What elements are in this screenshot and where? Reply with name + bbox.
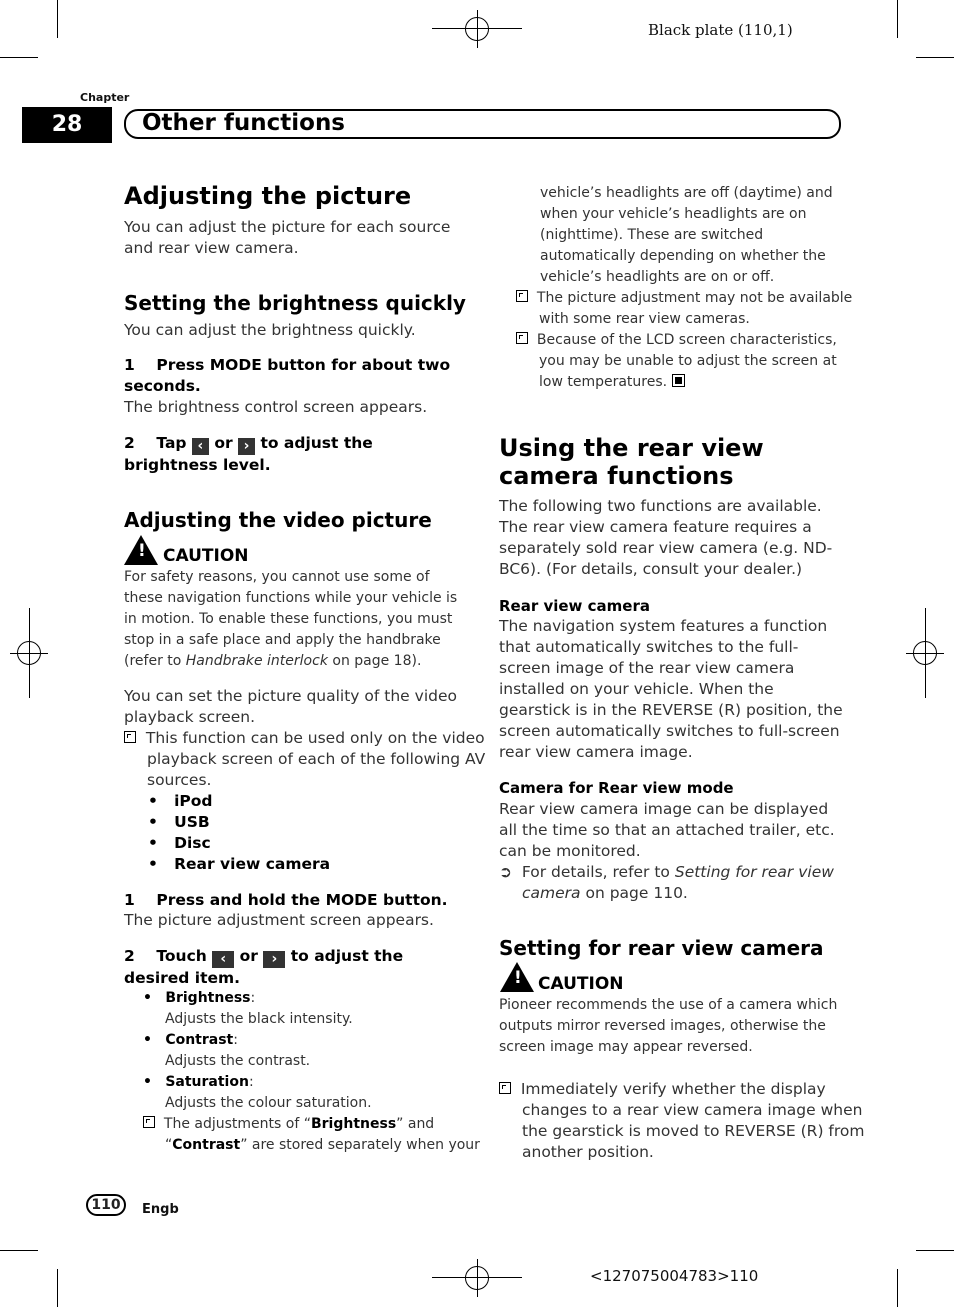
brightness-step-1-result: The brightness control screen appears.	[124, 398, 428, 416]
intro-text: You can adjust the picture for each source and rear view camera.	[124, 218, 451, 257]
setting-link[interactable]: Setting for rear view camera	[522, 863, 834, 902]
setting-heading: Setting for rear view camera	[499, 936, 824, 960]
chevron-right-icon: ›	[263, 951, 285, 968]
caution-icon: !	[124, 535, 158, 565]
note-icon	[516, 290, 528, 302]
language-code: Engb	[142, 1202, 179, 1217]
rvc-heading: Rear view camera	[499, 597, 650, 615]
chapter-number: 28	[22, 107, 112, 143]
continued-text: vehicle’s headlights are off (daytime) and when your vehicle’s headlights are on (nighttime). These are switched automatically depending on whether the vehicle’s headlights are on or off.	[540, 185, 833, 285]
document-code: <127075004783>110	[590, 1267, 759, 1285]
crop-mark	[897, 0, 898, 38]
note-item: The picture adjustment may not be available with some rear view cameras.	[516, 288, 863, 330]
registration-mark	[17, 641, 41, 665]
chevron-left-icon: ‹	[192, 438, 209, 455]
brightness-step-1	[124, 355, 469, 397]
caution-label: CAUTION	[163, 546, 249, 566]
arrow-icon: ➲	[499, 863, 512, 881]
section-intro: The following two functions are available. The rear view camera feature requires a separately sold rear view camera (e.g. ND-BC6). (For details, consult your dealer.)	[499, 497, 833, 578]
video-heading: Adjusting the video picture	[124, 508, 432, 532]
caution-text: Pioneer recommends the use of a camera which outputs mirror reversed images, otherwise the screen image may appear reversed.	[499, 997, 838, 1055]
chevron-left-icon: ‹	[212, 951, 234, 968]
note-item: Immediately verify whether the display changes to a rear view camera image when the gearstick is moved to REVERSE (R) from another position.	[499, 1079, 867, 1163]
rvc-text: The navigation system features a function that automatically switches to the full-screen image of the rear view camera installed on your vehicle. When the gearstick is in the REVERSE (R) position, the screen automatically switches to full-screen rear view camera image.	[499, 617, 843, 761]
source-item: • iPod	[148, 792, 213, 810]
caution-icon: !	[500, 962, 534, 992]
crv-reference: ➲ For details, refer to Setting for rear view camera on page 110.	[499, 863, 834, 902]
handbrake-link[interactable]: Handbrake interlock	[185, 653, 328, 669]
end-mark-icon	[672, 374, 685, 387]
crop-mark	[57, 1269, 58, 1307]
video-note: This function can be used only on the video playback screen of each of the following AV sources.	[124, 728, 492, 791]
adjust-item-desc: Adjusts the colour saturation.	[165, 1095, 372, 1111]
video-step-1-result: The picture adjustment screen appears.	[124, 911, 434, 929]
adjust-item: • Saturation:	[143, 1074, 254, 1090]
registration-mark	[465, 17, 489, 41]
caution-label: CAUTION	[538, 974, 624, 994]
step-number: 1	[124, 356, 135, 374]
storage-note: The adjustments of “Brightness” and “Contrast” are stored separately when your	[143, 1114, 495, 1156]
crop-mark	[0, 57, 38, 58]
crop-mark	[916, 57, 954, 58]
video-step-1: 1 Press and hold the MODE button.	[124, 891, 448, 909]
crop-mark	[916, 1250, 954, 1251]
chapter-label: Chapter	[80, 91, 130, 104]
registration-mark	[913, 641, 937, 665]
brightness-intro: You can adjust the brightness quickly.	[124, 321, 416, 339]
note-icon	[499, 1082, 511, 1094]
video-step-2: 2 Touch ‹ or › to adjust the desired item.	[124, 947, 404, 987]
adjust-item: • Brightness:	[143, 990, 256, 1006]
registration-mark	[465, 1266, 489, 1290]
note-icon	[516, 332, 528, 344]
chevron-right-icon: ›	[238, 438, 255, 455]
crop-mark	[897, 1269, 898, 1307]
note-icon	[124, 731, 136, 743]
crv-heading: Camera for Rear view mode	[499, 779, 734, 797]
page-number: 110	[86, 1194, 126, 1216]
page-title: Adjusting the picture	[124, 182, 412, 210]
brightness-heading: Setting the brightness quickly	[124, 291, 466, 315]
plate-label: Black plate (110,1)	[648, 21, 793, 39]
note-icon	[143, 1116, 155, 1128]
adjust-item-desc: Adjusts the black intensity.	[165, 1011, 353, 1027]
caution-text: For safety reasons, you cannot use some of these navigation functions while your vehicle is in motion. To enable these functions, you must stop in a safe place and apply the handbrake (refer to Handbrake interlock on page 18).	[124, 569, 458, 669]
section-title: Using the rear view camera functions	[499, 434, 764, 490]
brightness-step-2: 2 Tap ‹ or › to adjust the brightness level.	[124, 434, 373, 474]
crv-text: Rear view camera image can be displayed all the time so that an attached trailer, etc. can be monitored.	[499, 800, 835, 860]
adjust-item: • Contrast:	[143, 1032, 238, 1048]
video-intro: You can set the picture quality of the video playback screen.	[124, 687, 457, 726]
source-item: • Rear view camera	[148, 855, 331, 873]
source-item: • Disc	[148, 834, 211, 852]
adjust-item-desc: Adjusts the contrast.	[165, 1053, 311, 1069]
chapter-title: Other functions	[142, 110, 346, 136]
crop-mark	[0, 1250, 38, 1251]
source-item: • USB	[148, 813, 210, 831]
note-item: Because of the LCD screen characteristics, you may be unable to adjust the screen at low temperatures.	[516, 330, 863, 393]
step-text: Press MODE button for about two seconds.	[124, 356, 451, 395]
crop-mark	[57, 0, 58, 38]
